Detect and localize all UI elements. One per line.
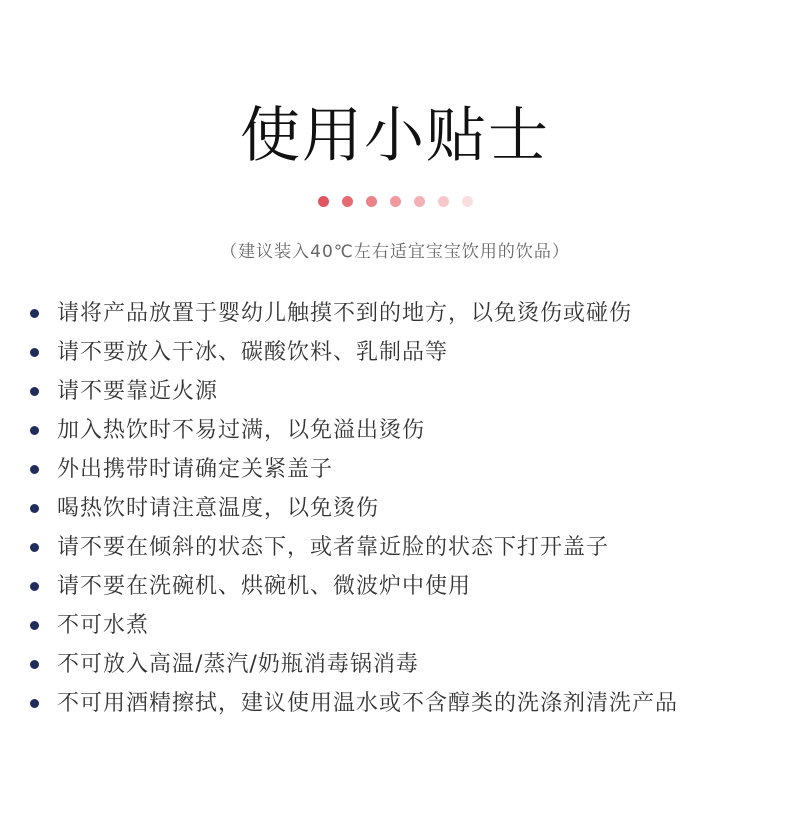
bullet-dot-icon <box>30 309 39 318</box>
list-item <box>30 645 780 684</box>
list-item <box>30 294 780 333</box>
tip-text: 加入热饮时不易过满，以免溢出烫伤 <box>57 417 426 443</box>
list-item <box>30 606 780 645</box>
bullet-dot-icon <box>30 465 39 474</box>
bullet-dot-icon <box>30 621 39 630</box>
decorative-dot <box>342 196 353 207</box>
tips-list <box>30 294 780 723</box>
tip-text: 请不要放入干冰、碳酸饮料、乳制品等 <box>57 339 449 365</box>
tip-text: 不可用酒精擦拭，建议使用温水或不含醇类的洗涤剂清洗产品 <box>57 690 679 716</box>
bullet-dot-icon <box>30 699 39 708</box>
tip-text: 不可放入高温/蒸汽/奶瓶消毒锅消毒 <box>57 651 419 677</box>
decorative-dot <box>366 196 377 207</box>
list-item <box>30 450 780 489</box>
tip-text: 请不要在倾斜的状态下，或者靠近脸的状态下打开盖子 <box>57 534 610 560</box>
bullet-dot-icon <box>30 348 39 357</box>
tip-text: 请不要在洗碗机、烘碗机、微波炉中使用 <box>57 573 472 599</box>
subtitle-note: （建议装入40℃左右适宜宝宝饮用的饮品） <box>220 242 570 262</box>
decorative-dot <box>438 196 449 207</box>
list-item <box>30 528 780 567</box>
tip-text: 不可水煮 <box>57 612 150 638</box>
decorative-dot <box>414 196 425 207</box>
list-item <box>30 411 780 450</box>
list-item <box>30 567 780 606</box>
tip-text: 请不要靠近火源 <box>57 378 219 404</box>
list-item <box>30 333 780 372</box>
decorative-dots <box>0 196 790 208</box>
decorative-dot <box>318 196 329 207</box>
bullet-dot-icon <box>30 387 39 396</box>
page-title: 使用小贴士 <box>240 101 550 171</box>
list-item <box>30 489 780 528</box>
list-item <box>30 372 780 411</box>
tip-text: 喝热饮时请注意温度，以免烫伤 <box>57 495 380 521</box>
decorative-dot <box>390 196 401 207</box>
list-item <box>30 684 780 723</box>
tip-text: 请将产品放置于婴幼儿触摸不到的地方，以免烫伤或碰伤 <box>57 300 633 326</box>
decorative-dot <box>462 196 473 207</box>
bullet-dot-icon <box>30 660 39 669</box>
bullet-dot-icon <box>30 504 39 513</box>
bullet-dot-icon <box>30 582 39 591</box>
bullet-dot-icon <box>30 543 39 552</box>
tip-text: 外出携带时请确定关紧盖子 <box>57 456 334 482</box>
bullet-dot-icon <box>30 426 39 435</box>
